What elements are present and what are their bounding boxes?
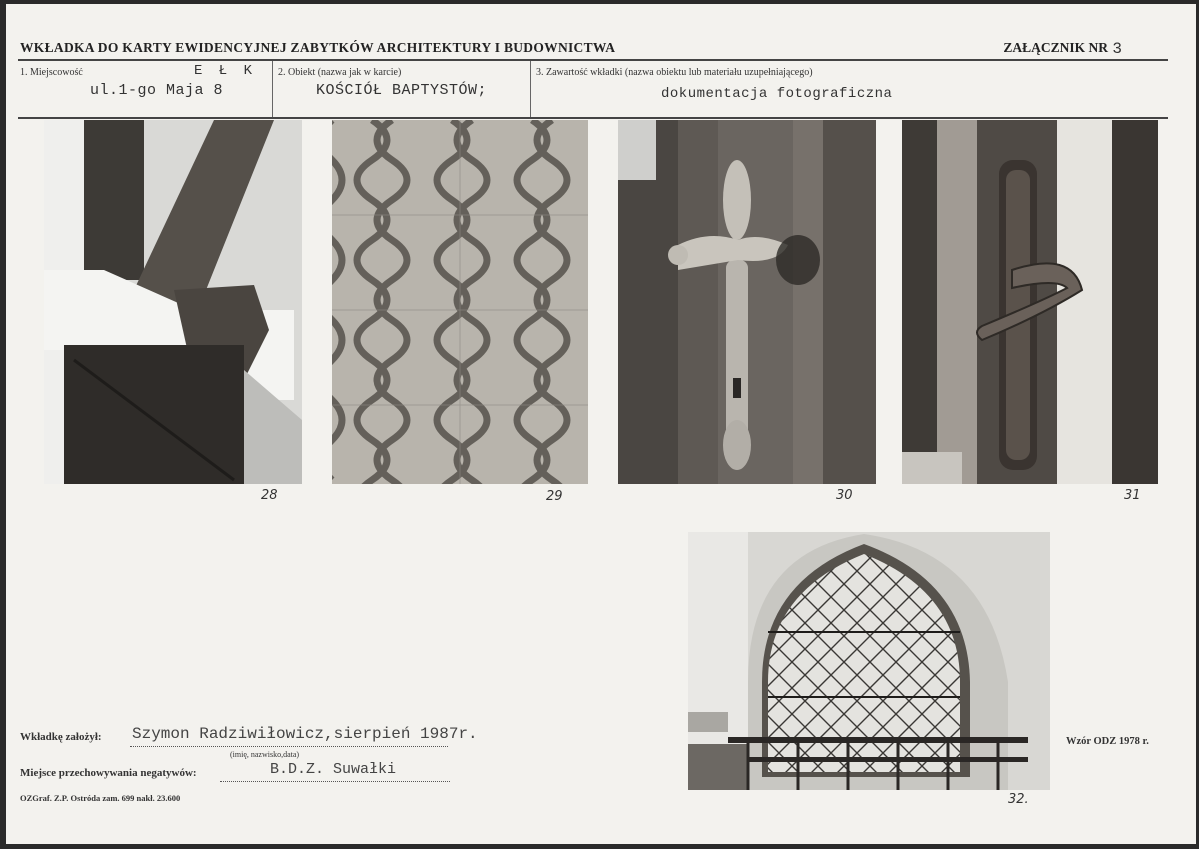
photo-number-30: 30 <box>836 488 853 503</box>
photo-29-tile-pattern <box>332 120 588 484</box>
sheet-title: WKŁADKA DO KARTY EWIDENCYJNEJ ZABYTKÓW ARCHITEKTURY I BUDOWNICTWA <box>20 40 616 55</box>
field-divider <box>272 61 273 117</box>
author-dotline <box>130 746 448 747</box>
author-label: Wkładkę założył: <box>20 731 102 743</box>
inventory-insert-sheet <box>6 4 1196 844</box>
photo-30-ornate-handle <box>618 120 876 484</box>
arched-window-image <box>688 532 1050 790</box>
photo-number-29: 29 <box>546 489 563 504</box>
content-value: dokumentacja fotograficzna <box>661 86 893 102</box>
tile-pattern-image <box>332 120 588 484</box>
storage-label: Miejsce przechowywania negatywów: <box>20 767 197 779</box>
field-divider <box>530 61 531 117</box>
attachment-label: ZAŁĄCZNIK NR <box>1003 40 1108 55</box>
photo-number-31: 31 <box>1124 488 1141 503</box>
place-value: E Ł K <box>194 63 257 79</box>
photo-28-timber-detail <box>44 120 302 484</box>
author-value: Szymon Radziwiłowicz,sierpień 1987r. <box>132 725 478 743</box>
photo-number-32: 32. <box>1008 792 1029 807</box>
header-bottom-rule <box>18 117 1168 119</box>
author-hint: (imię, nazwisko,data) <box>230 750 300 759</box>
place-label: 1. Miejscowość <box>20 67 83 78</box>
ornate-handle-image <box>618 120 876 484</box>
door-handle-image <box>902 120 1158 484</box>
content-label: 3. Zawartość wkładki (nazwa obiektu lub materiału uzupełniającego) <box>536 67 813 78</box>
attachment-number: 3 <box>1112 40 1122 58</box>
object-label: 2. Obiekt (nazwa jak w karcie) <box>278 67 402 78</box>
timber-detail-image <box>44 120 302 484</box>
header-top-rule <box>18 59 1168 61</box>
photo-31-door-handle <box>902 120 1158 484</box>
photo-32-arched-window <box>688 532 1050 790</box>
storage-value: B.D.Z. Suwałki <box>270 761 397 778</box>
printer-note: OZGraf. Z.P. Ostróda zam. 699 nakł. 23.600 <box>20 793 181 803</box>
object-value: KOŚCIÓŁ BAPTYSTÓW; <box>316 82 488 99</box>
address-value: ul.1-go Maja 8 <box>90 82 224 99</box>
photo-number-28: 28 <box>261 488 278 503</box>
storage-dotline <box>220 781 450 782</box>
form-model: Wzór ODZ 1978 r. <box>1066 736 1149 747</box>
